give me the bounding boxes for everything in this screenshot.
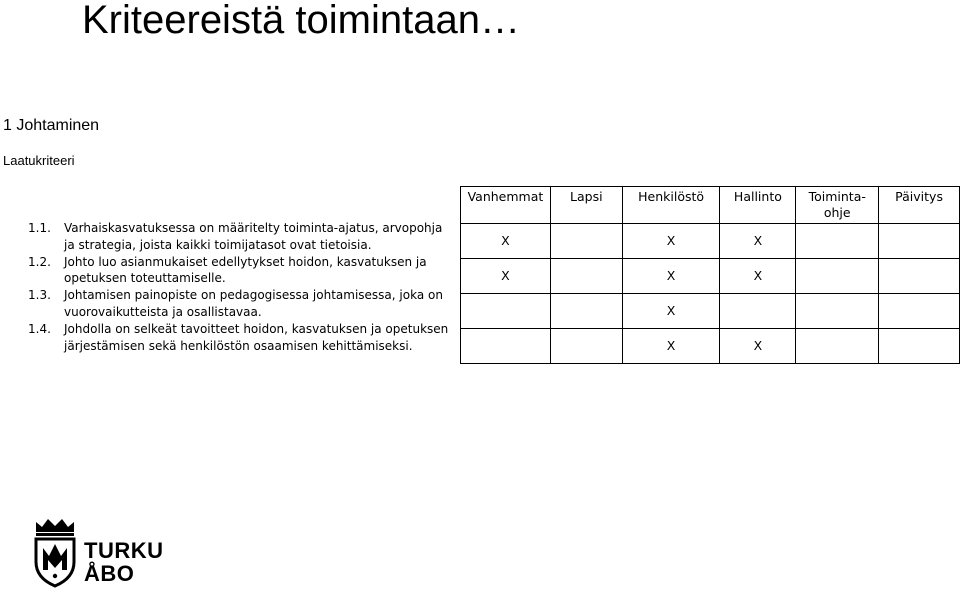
table-cell: X (720, 329, 796, 364)
criteria-item (28, 254, 453, 288)
table-cell: X (622, 224, 720, 259)
table-cell (550, 259, 622, 294)
table-cell (796, 224, 879, 259)
table-cell (879, 224, 960, 259)
table-row (461, 329, 960, 364)
header-henkilosto: Henkilöstö (622, 187, 720, 224)
header-paivitys: Päivitys (879, 187, 960, 224)
criteria-number: 1.3. (28, 288, 51, 303)
criteria-text: Johtamisen painopiste on pedagogisessa johtamisessa, joka on vuorovaikutteista ja osallistavaa. (64, 288, 443, 319)
table-cell (720, 294, 796, 329)
table-cell (550, 224, 622, 259)
coat-of-arms-icon (32, 518, 78, 588)
criteria-item (28, 321, 453, 355)
criteria-text: Johdolla on selkeät tavoitteet hoidon, kasvatuksen ja opetuksen järjestämisen sekä henkilöstön osaamisen kehittämiseksi. (64, 321, 449, 353)
section-heading: 1 Johtaminen (3, 117, 100, 134)
header-toimintaohje: Toiminta-ohje (796, 187, 879, 224)
responsibility-table (460, 186, 960, 364)
table-cell (796, 294, 879, 329)
criteria-number: 1.1. (28, 221, 51, 235)
table-cell (550, 329, 622, 364)
criteria-item (28, 220, 453, 254)
table-cell (879, 294, 960, 329)
turku-logo (32, 518, 164, 588)
criteria-item (28, 287, 453, 321)
table-cell (461, 329, 551, 364)
table-header-row (461, 187, 960, 224)
table-row (461, 294, 960, 329)
table-cell: X (720, 224, 796, 259)
logo-line-1: TURKU (84, 538, 164, 563)
table-cell (461, 294, 551, 329)
logo-line-2: ÅBO (84, 561, 135, 586)
criteria-list (28, 220, 453, 354)
table-cell: X (720, 259, 796, 294)
table-cell: X (622, 329, 720, 364)
criteria-text: Johto luo asianmukaiset edellytykset hoidon, kasvatuksen ja opetuksen toteuttamiselle. (64, 254, 427, 286)
table-row (461, 224, 960, 259)
table-row (461, 259, 960, 294)
criteria-number: 1.4. (28, 321, 51, 336)
table-cell: X (622, 259, 720, 294)
header-hallinto: Hallinto (720, 187, 796, 224)
table-cell (550, 294, 622, 329)
sub-heading: Laatukriteeri (3, 153, 75, 168)
table-cell (796, 329, 879, 364)
table-cell: X (461, 259, 551, 294)
table-cell (879, 259, 960, 294)
criteria-text: Varhaiskasvatuksessa on määritelty toiminta-ajatus, arvopohja ja strategia, joista kaikki toimijatasot ovat tietoisia. (64, 221, 443, 252)
table-cell: X (461, 224, 551, 259)
table-cell (879, 329, 960, 364)
header-lapsi: Lapsi (550, 187, 622, 224)
table-cell: X (622, 294, 720, 329)
header-vanhemmat: Vanhemmat (461, 187, 551, 224)
page-title: Kriteereistä toimintaan… (82, 0, 520, 42)
table-cell (796, 259, 879, 294)
criteria-number: 1.2. (28, 254, 51, 269)
